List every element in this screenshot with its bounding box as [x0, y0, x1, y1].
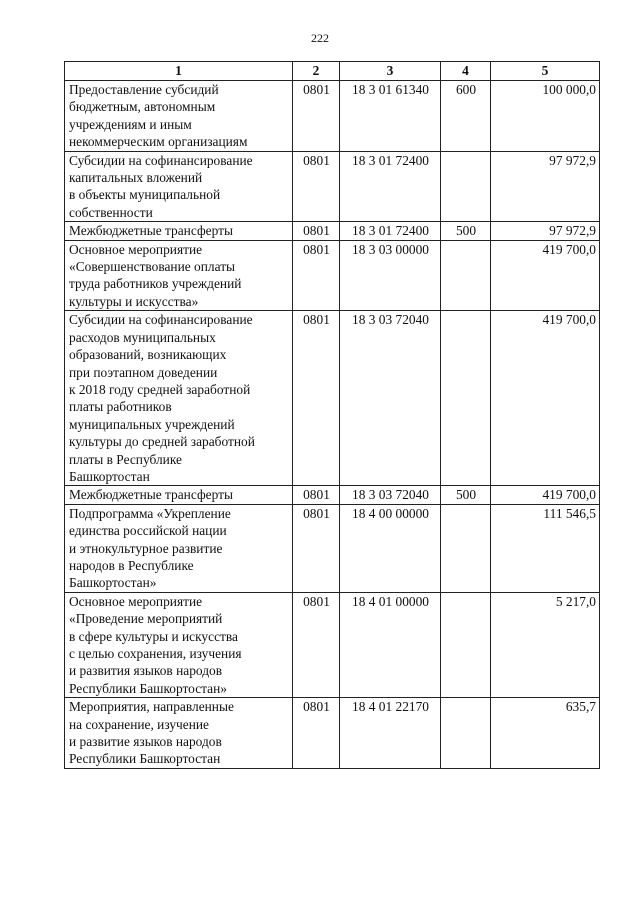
row-name: [65, 222, 293, 240]
row-name-line: и развитие языков народов: [69, 734, 222, 750]
row-name-line: единства российской нации: [69, 523, 227, 539]
row-name-line: при поэтапном доведении: [69, 364, 218, 380]
row-name-line: Башкортостан»: [69, 575, 157, 591]
table-body: [65, 81, 600, 769]
row-name-line: Подпрограмма «Укрепление: [69, 505, 231, 521]
row-name-line: Основное мероприятие: [69, 241, 203, 257]
row-amount: 97 972,9: [491, 151, 600, 222]
row-name-line: собственности: [69, 204, 153, 220]
row-name-line: в сфере культуры и искусства: [69, 628, 238, 644]
row-name-line: Мероприятия, направленные: [69, 699, 234, 715]
row-section-code: 0801: [293, 698, 340, 769]
row-amount: 111 546,5: [491, 504, 600, 592]
row-target-code: 18 3 01 72400: [340, 222, 441, 240]
row-name-line: и развития языков народов: [69, 663, 223, 679]
row-amount: 419 700,0: [491, 311, 600, 486]
row-name-line: Основное мероприятие: [69, 593, 203, 609]
header-col-2: 2: [293, 62, 340, 81]
row-target-code: 18 3 03 72040: [340, 311, 441, 486]
row-name-line: некоммерческим организациям: [69, 134, 248, 150]
row-name-line: Республики Башкортостан»: [69, 680, 227, 696]
row-name-line: культуры и искусства»: [69, 293, 199, 309]
row-target-code: 18 4 00 00000: [340, 504, 441, 592]
row-name-line: Республики Башкортостан: [69, 751, 221, 767]
row-name: [65, 151, 293, 222]
row-section-code: 0801: [293, 592, 340, 697]
row-name-line: платы работников: [69, 399, 172, 415]
row-name-line: образований, возникающих: [69, 347, 227, 363]
row-name: [65, 698, 293, 769]
row-name-line: труда работников учреждений: [69, 276, 242, 292]
row-name-line: на сохранение, изучение: [69, 716, 209, 732]
row-target-code: 18 4 01 00000: [340, 592, 441, 697]
budget-table: [64, 61, 600, 769]
row-name-line: Субсидии на софинансирование: [69, 152, 253, 168]
row-expense-type: [441, 240, 491, 311]
row-section-code: 0801: [293, 486, 340, 504]
row-name-line: и этнокультурное развитие: [69, 540, 223, 556]
page-number: 222: [311, 31, 329, 45]
row-name-line: платы в Республике: [69, 451, 182, 467]
row-name-line: муниципальных учреждений: [69, 416, 235, 432]
row-name-line: Башкортостан: [69, 468, 150, 484]
table-row: [65, 592, 600, 697]
table-row: [65, 486, 600, 504]
row-amount: 419 700,0: [491, 240, 600, 311]
table-row: [65, 151, 600, 222]
row-name-line: культуры до средней заработной: [69, 434, 255, 450]
row-name-line: «Совершенствование оплаты: [69, 259, 236, 275]
row-name-line: к 2018 году средней заработной: [69, 381, 251, 397]
row-target-code: 18 3 03 72040: [340, 486, 441, 504]
row-name: [65, 311, 293, 486]
header-col-1: 1: [65, 62, 293, 81]
row-amount: 419 700,0: [491, 486, 600, 504]
row-expense-type: 600: [441, 81, 491, 152]
row-section-code: 0801: [293, 81, 340, 152]
table-row: [65, 311, 600, 486]
row-name-line: Предоставление субсидий: [69, 82, 219, 97]
row-name: [65, 592, 293, 697]
row-amount: 100 000,0: [491, 81, 600, 152]
row-name: [65, 486, 293, 504]
row-expense-type: [441, 698, 491, 769]
row-name-line: расходов муниципальных: [69, 329, 216, 345]
row-name-line: с целью сохранения, изучения: [69, 646, 242, 661]
row-name-line: «Проведение мероприятий: [69, 611, 223, 627]
row-name: [65, 240, 293, 311]
header-col-4: 4: [441, 62, 491, 81]
row-name-line: бюджетным, автономным: [69, 99, 216, 115]
row-name-line: в объекты муниципальной: [69, 187, 221, 203]
row-target-code: 18 3 03 00000: [340, 240, 441, 311]
row-section-code: 0801: [293, 151, 340, 222]
row-expense-type: [441, 592, 491, 697]
row-expense-type: 500: [441, 222, 491, 240]
row-name: [65, 81, 293, 152]
row-expense-type: [441, 504, 491, 592]
row-target-code: 18 3 01 61340: [340, 81, 441, 152]
row-target-code: 18 4 01 22170: [340, 698, 441, 769]
header-col-5: 5: [491, 62, 600, 81]
row-name-line: Межбюджетные трансферты: [69, 223, 233, 239]
row-amount: 97 972,9: [491, 222, 600, 240]
row-name: [65, 504, 293, 592]
row-section-code: 0801: [293, 311, 340, 486]
table-row: [65, 504, 600, 592]
row-section-code: 0801: [293, 504, 340, 592]
table-row: [65, 698, 600, 769]
table-header-row: [65, 62, 600, 81]
row-expense-type: [441, 311, 491, 486]
row-amount: 5 217,0: [491, 592, 600, 697]
row-name-line: учреждениям и иным: [69, 116, 192, 132]
row-section-code: 0801: [293, 222, 340, 240]
row-name-line: капитальных вложений: [69, 170, 203, 186]
row-expense-type: 500: [441, 486, 491, 504]
row-expense-type: [441, 151, 491, 222]
row-target-code: 18 3 01 72400: [340, 151, 441, 222]
header-col-3: 3: [340, 62, 441, 81]
table-row: [65, 81, 600, 152]
table-row: [65, 240, 600, 311]
table-row: [65, 222, 600, 240]
row-name-line: Субсидии на софинансирование: [69, 312, 253, 328]
row-name-line: народов в Республике: [69, 557, 194, 573]
row-amount: 635,7: [491, 698, 600, 769]
row-name-line: Межбюджетные трансферты: [69, 487, 233, 503]
row-section-code: 0801: [293, 240, 340, 311]
